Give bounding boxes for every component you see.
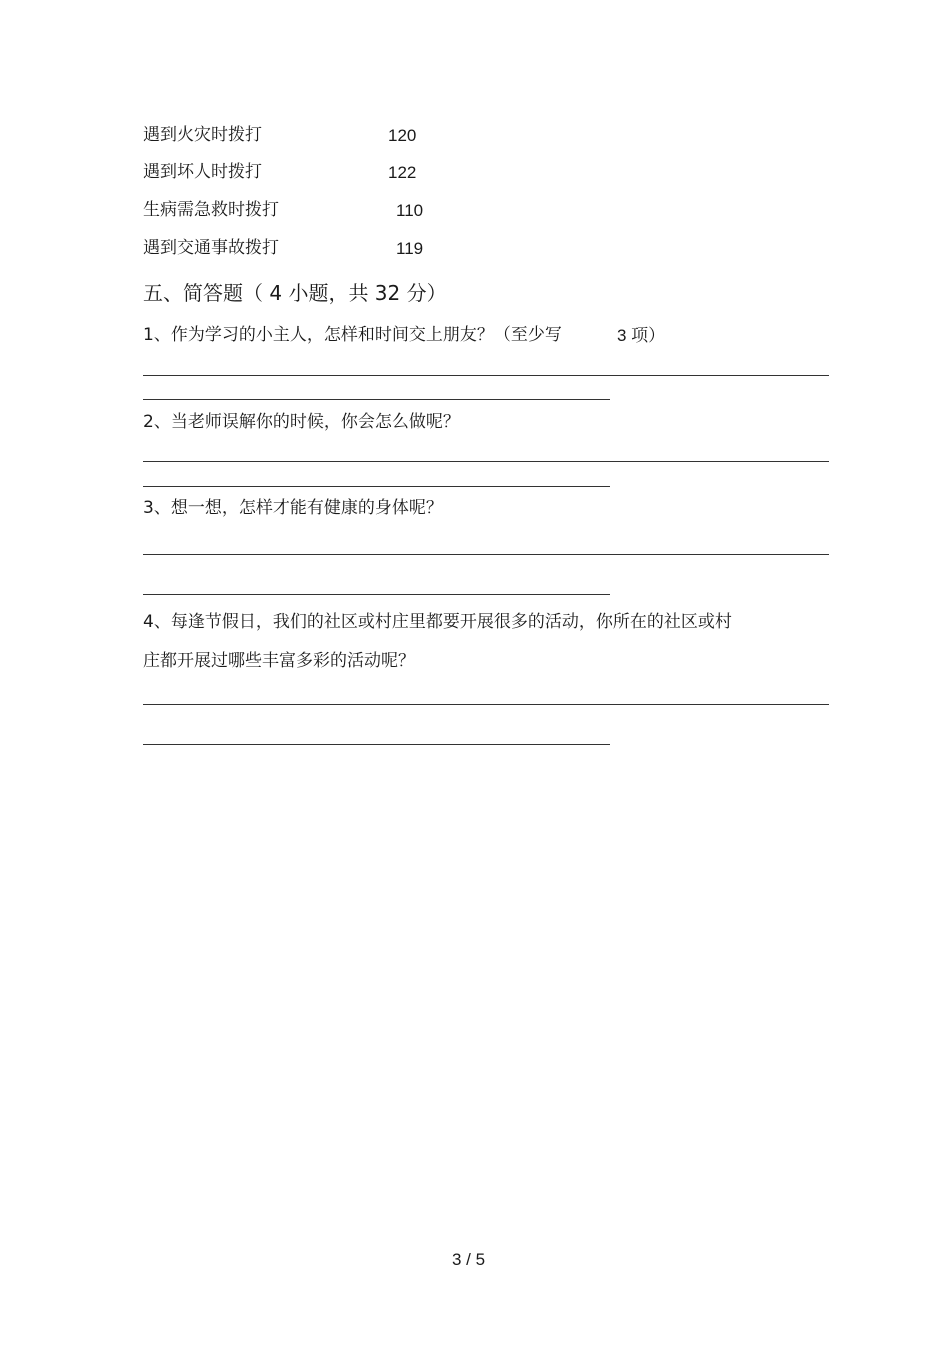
question-2: 2、当老师误解你的时候，你会怎么做呢？ [143, 412, 460, 432]
match-right-4: 119 [396, 239, 424, 258]
match-left-1: 遇到火灾时拨打 [143, 125, 262, 145]
answer-line-1b[interactable] [143, 399, 610, 400]
question-1: 1、作为学习的小主人，怎样和时间交上朋友？（至少写 [143, 325, 562, 345]
answer-line-3b[interactable] [143, 594, 610, 595]
match-left-3: 生病需急救时拨打 [143, 200, 279, 220]
page-number: 3 / 5 [452, 1250, 486, 1269]
match-right-3: 110 [396, 201, 424, 220]
question-4-line-1: 4、每逢节假日，我们的社区或村庄里都要开展很多的活动，你所在的社区或村 [143, 612, 732, 632]
answer-line-2b[interactable] [143, 486, 610, 487]
match-left-2: 遇到坏人时拨打 [143, 162, 262, 182]
answer-line-4b[interactable] [143, 744, 610, 745]
question-3: 3、想一想，怎样才能有健康的身体呢？ [143, 498, 443, 518]
match-right-2: 122 [388, 163, 417, 182]
match-right-1: 120 [388, 126, 417, 145]
match-left-4: 遇到交通事故拨打 [143, 238, 279, 258]
question-1-suffix: 3 项） [617, 326, 666, 345]
answer-line-1a[interactable] [143, 375, 829, 376]
answer-line-4a[interactable] [143, 704, 829, 705]
question-4-line-2: 庄都开展过哪些丰富多彩的活动呢？ [143, 651, 415, 671]
section-title: 五、简答题（ 4 小题，共 32 分） [143, 281, 447, 305]
answer-line-3a[interactable] [143, 554, 829, 555]
answer-line-2a[interactable] [143, 461, 829, 462]
